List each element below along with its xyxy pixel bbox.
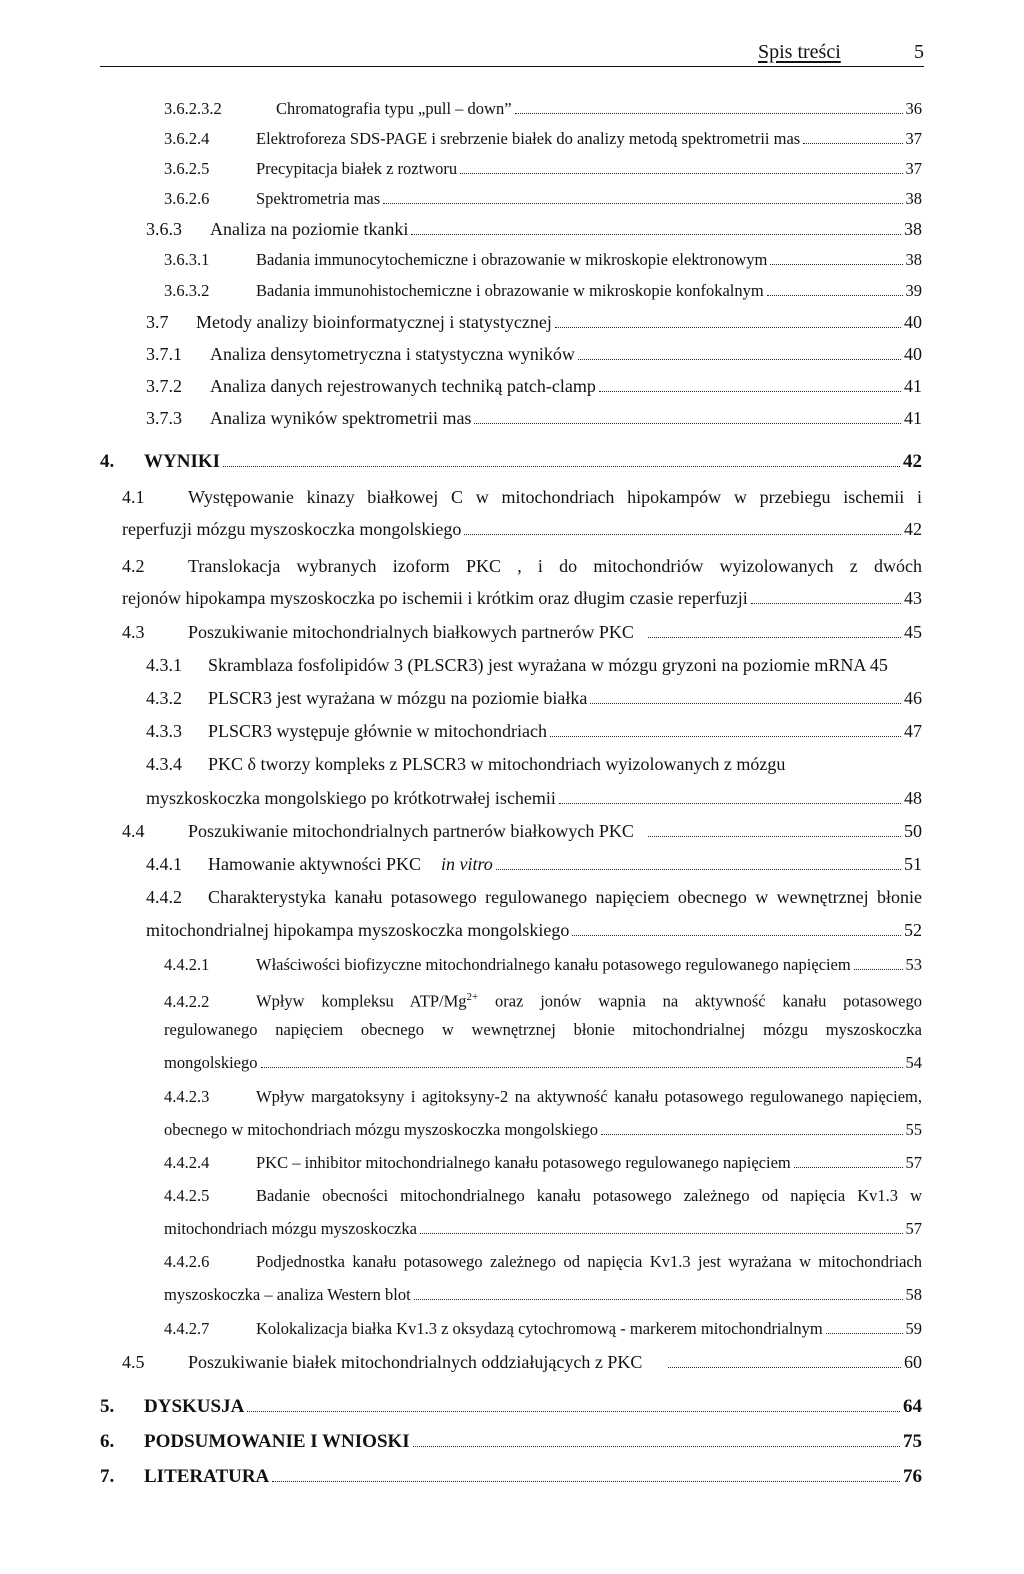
page-header [100, 0, 924, 68]
toc-entry-continuation[interactable]: myszoskoczka – analiza Western blot 58 [164, 1285, 922, 1304]
header-title: Spis treści [758, 41, 841, 63]
header-page-number: 5 [914, 41, 924, 63]
toc-entry-continuation[interactable]: mongolskiego 54 [164, 1053, 922, 1072]
toc-entry[interactable]: 4.4.2.7 Kolokalizacja białka Kv1.3 z oksydazą cytochromową - markerem mitochondrialnym 59 [164, 1319, 922, 1338]
toc-entry[interactable]: 3.6.2.5 Precypitacja białek z roztworu 37 [164, 159, 922, 178]
toc-entry-continuation[interactable]: reperfuzji mózgu myszoskoczka mongolskiego 42 [122, 519, 922, 539]
toc-entry-first-line[interactable]: 4.4.2.6 Podjednostka kanału potasowego zależnego od napięcia Kv1.3 jest wyrażana w mitochondriach [164, 1252, 922, 1271]
toc-entry-first-line[interactable]: 4.4.2.5 Badanie obecności mitochondrialnego kanału potasowego zależnego od napięcia Kv1.3 w [164, 1186, 922, 1205]
toc-entry-first-line[interactable]: 4.4.2.3 Wpływ margatoksyny i agitoksyny-2 na aktywność kanału potasowego regulowanego napięciem, [164, 1087, 922, 1106]
toc-entry[interactable]: 4.3.3 PLSCR3 występuje głównie w mitochondriach 47 [146, 721, 922, 741]
toc-entry[interactable]: 3.6.2.4 Elektroforeza SDS-PAGE i srebrzenie białek do analizy metodą spektrometrii mas 37 [164, 129, 922, 148]
toc-entry-continuation[interactable]: rejonów hipokampa myszoskoczka po ischemii i krótkim oraz długim czasie reperfuzji 43 [122, 588, 922, 608]
toc-entry-first-line[interactable]: 4.4.2.2 Wpływ kompleksu ATP/$Mg^{2+}$ oraz jonów wapnia na aktywność kanału potasowego [164, 991, 922, 1011]
toc-entry-first-line[interactable]: 4.2 Translokacja wybranych izoform PKC , i do mitochondriów wyizolowanych z dwóch [122, 556, 922, 576]
toc-entry-continuation[interactable]: mitochondrialnej hipokampa myszoskoczka mongolskiego 52 [146, 920, 922, 940]
toc-entry[interactable]: 3.6.3 Analiza na poziomie tkanki 38 [146, 219, 922, 239]
toc-entry[interactable]: 4.4.2.4 PKC – inhibitor mitochondrialnego kanału potasowego regulowanego napięciem 57 [164, 1153, 922, 1172]
toc-chapter[interactable]: 4. WYNIKI 42 [100, 451, 922, 472]
toc-entry[interactable]: 4.5 Poszukiwanie białek mitochondrialnych oddziałujących z PKC 60 [122, 1352, 922, 1372]
toc-entry[interactable]: 3.6.3.2 Badania immunohistochemiczne i obrazowanie w mikroskopie konfokalnym 39 [164, 281, 922, 300]
toc-entry-continuation[interactable]: regulowanego napięciem obecnego w wewnętrznej błonie mitochondrialnej mózgu myszoskoczka [164, 1020, 922, 1039]
toc-entry[interactable]: 4.4 Poszukiwanie mitochondrialnych partnerów białkowych PKC 50 [122, 821, 922, 841]
toc-entry[interactable]: 4.3 Poszukiwanie mitochondrialnych białkowych partnerów PKC 45 [122, 622, 922, 642]
toc-entry-continuation[interactable]: obecnego w mitochondriach mózgu myszoskoczka mongolskiego 55 [164, 1120, 922, 1139]
toc-entry[interactable]: 4.4.1 Hamowanie aktywności PKC in vitro 51 [146, 854, 922, 874]
toc-entry[interactable]: 3.6.2.6 Spektrometria mas 38 [164, 189, 922, 208]
toc-chapter[interactable]: 7. LITERATURA 76 [100, 1466, 922, 1487]
toc-entry[interactable]: 4.3.2 PLSCR3 jest wyrażana w mózgu na poziomie białka 46 [146, 688, 922, 708]
toc-entry-continuation[interactable]: myszkoskoczka mongolskiego po krótkotrwałej ischemii 48 [146, 788, 922, 808]
toc-entry-first-line[interactable]: 4.4.2 Charakterystyka kanału potasowego regulowanego napięciem obecnego w wewnętrznej błonie [146, 887, 922, 907]
toc-entry-first-line[interactable]: 4.1 Występowanie kinazy białkowej C w mitochondriach hipokampów w przebiegu ischemii i [122, 487, 922, 507]
toc-chapter[interactable]: 6. PODSUMOWANIE I WNIOSKI 75 [100, 1431, 922, 1452]
toc-chapter[interactable]: 5. DYSKUSJA 64 [100, 1396, 922, 1417]
toc-entry[interactable]: 3.7.2 Analiza danych rejestrowanych techniką patch-clamp 41 [146, 376, 922, 396]
toc-entry[interactable]: 3.7.1 Analiza densytometryczna i statystyczna wyników 40 [146, 344, 922, 364]
toc-entry[interactable]: 4.3.1 Skramblaza fosfolipidów 3 (PLSCR3) jest wyrażana w mózgu gryzoni na poziomie mRNA 45 [146, 655, 888, 675]
toc-entry[interactable]: 3.6.2.3.2 Chromatografia typu „pull – down” 36 [164, 99, 922, 118]
toc-entry[interactable]: 4.4.2.1 Właściwości biofizyczne mitochondrialnego kanału potasowego regulowanego napięciem 53 [164, 955, 922, 974]
toc-entry[interactable]: 3.7.3 Analiza wyników spektrometrii mas 41 [146, 408, 922, 428]
toc-entry[interactable]: 3.6.3.1 Badania immunocytochemiczne i obrazowanie w mikroskopie elektronowym 38 [164, 250, 922, 269]
toc-entry-first-line[interactable]: 4.3.4 PKC δ tworzy kompleks z PLSCR3 w mitochondriach wyizolowanych z mózgu [146, 754, 786, 774]
header-rule [100, 66, 924, 67]
toc-entry-continuation[interactable]: mitochondriach mózgu myszoskoczka 57 [164, 1219, 922, 1238]
toc-entry[interactable]: 3.7 Metody analizy bioinformatycznej i statystycznej 40 [146, 312, 922, 332]
